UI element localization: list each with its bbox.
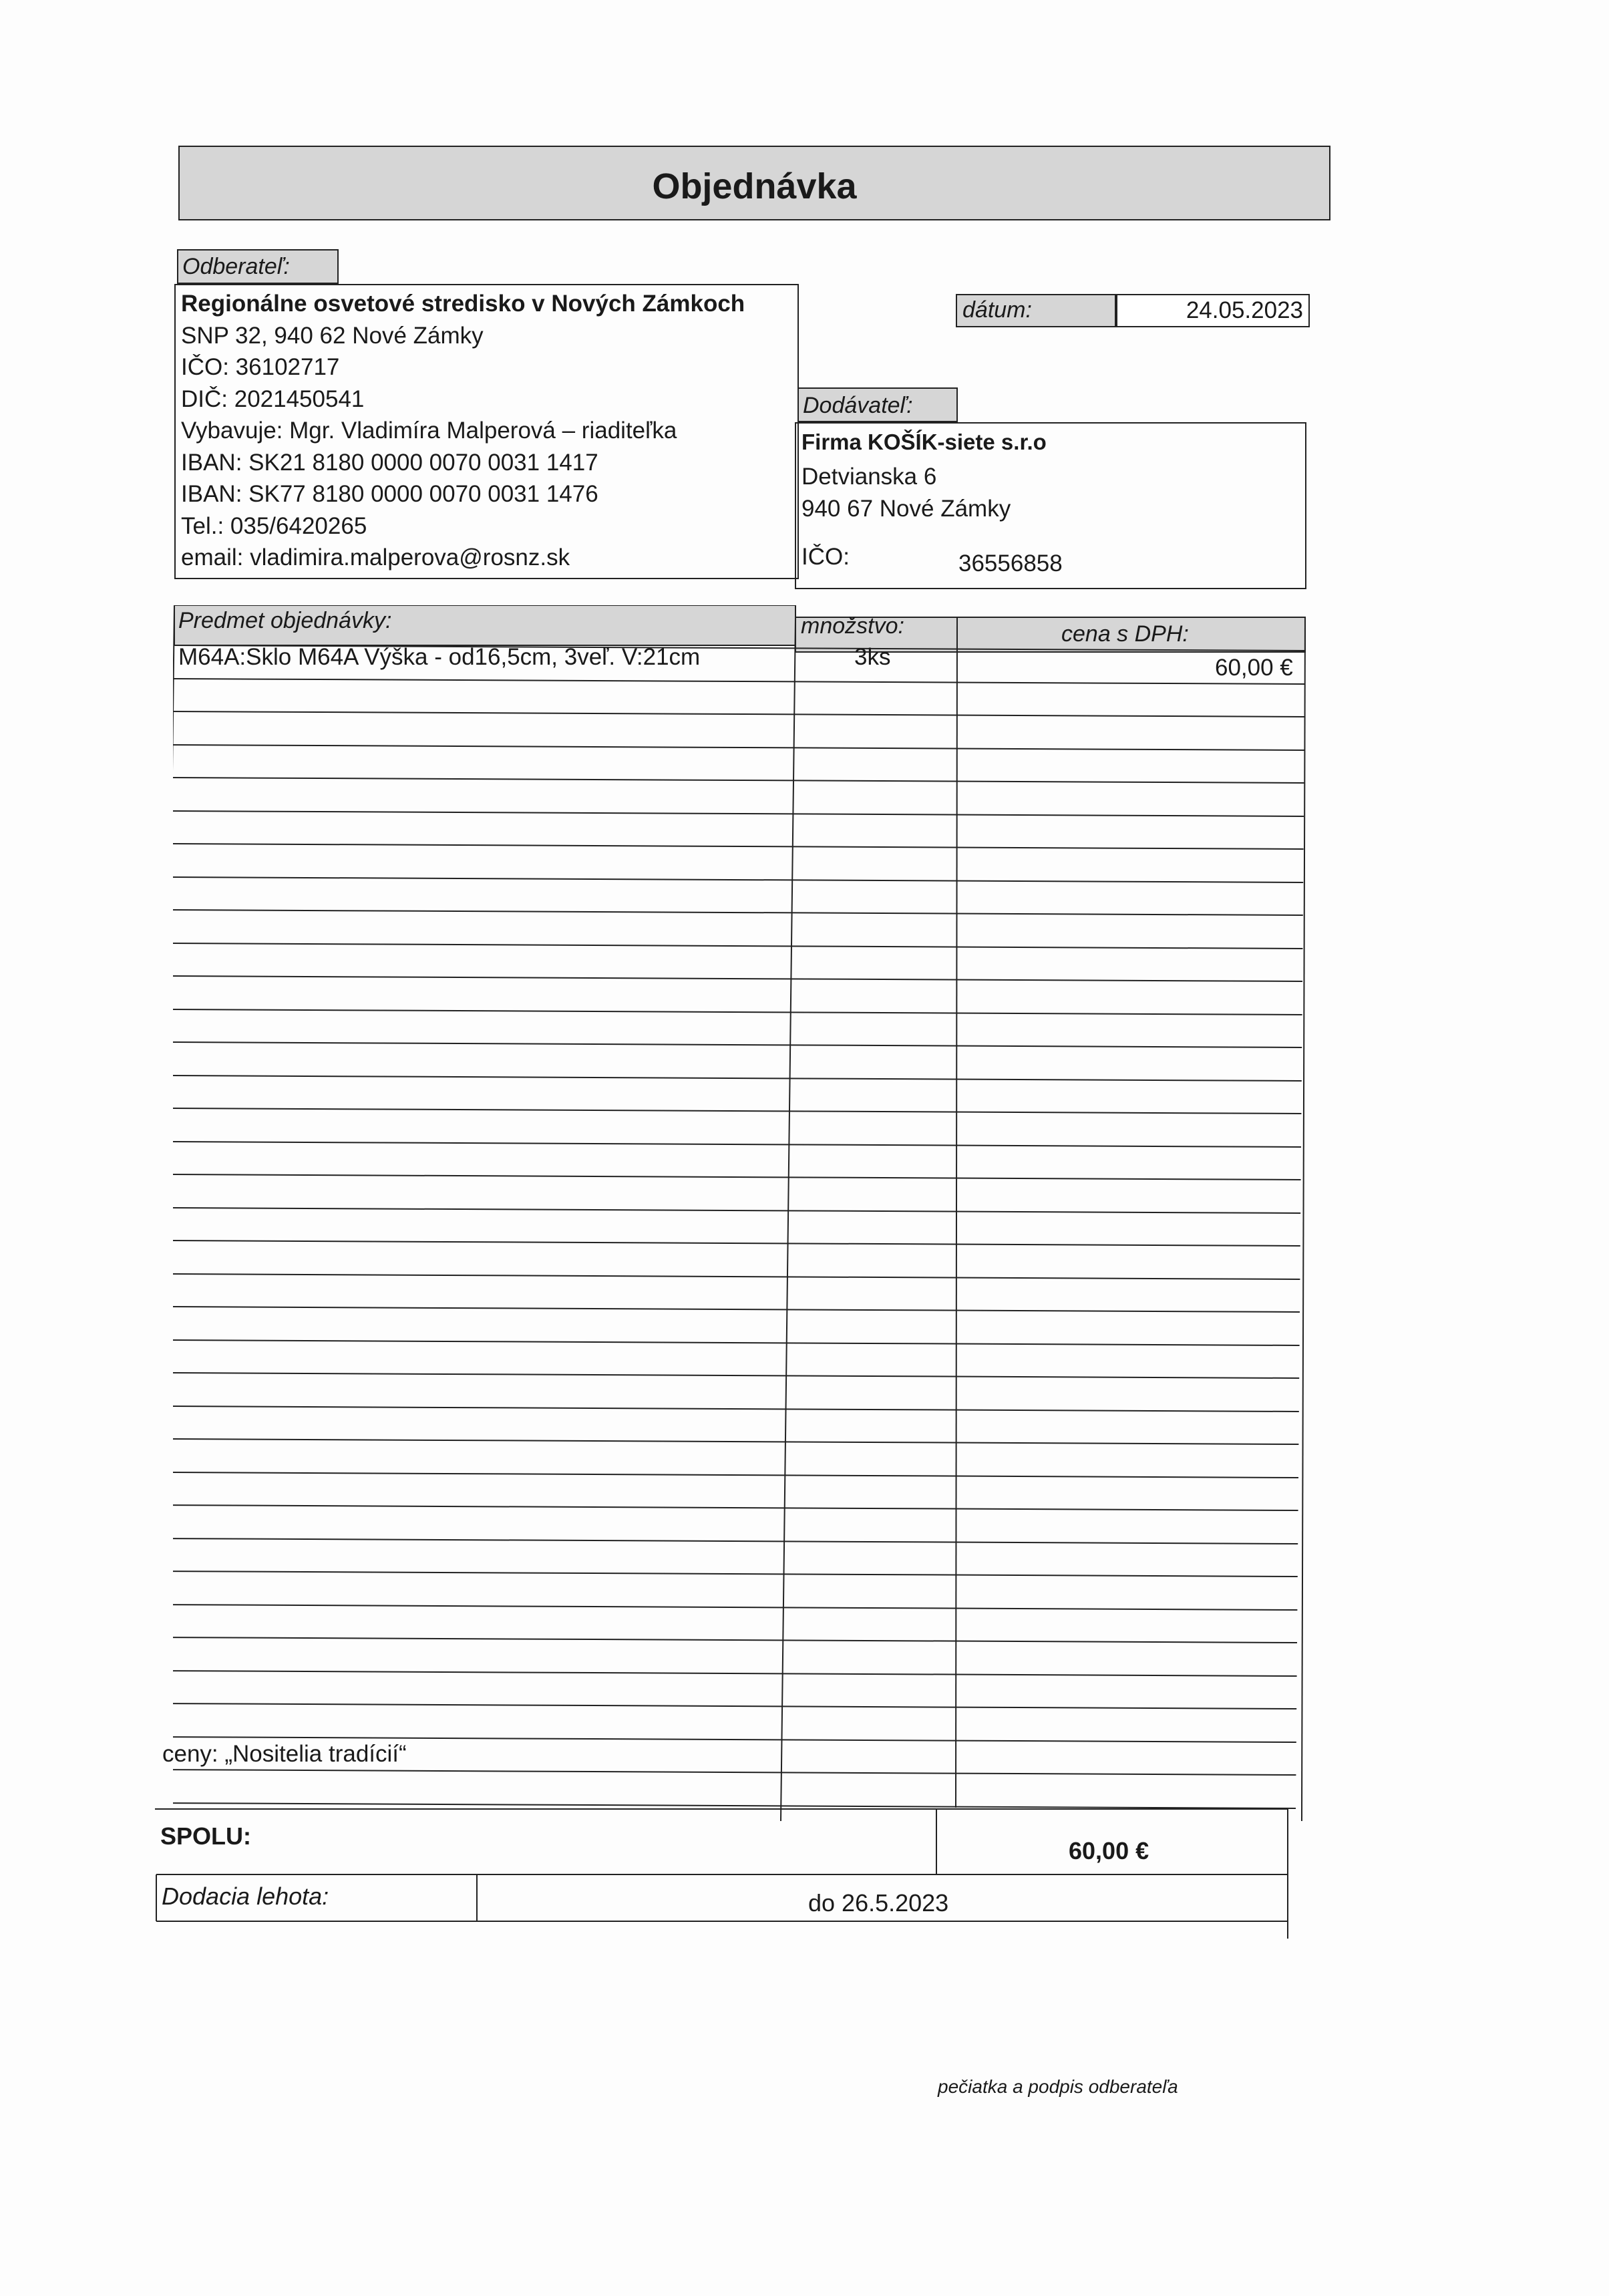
header-price: cena s DPH:	[1061, 621, 1189, 647]
grid-row-line	[173, 877, 1303, 882]
grid-row-line	[173, 1208, 1300, 1213]
buyer-address: SNP 32, 940 62 Nové Zámky	[181, 322, 484, 349]
header-quantity: množstvo:	[801, 613, 904, 639]
items-table-grid	[173, 605, 1306, 1821]
grid-row-line	[173, 976, 1302, 981]
grid-row-line	[173, 1241, 1300, 1246]
grid-row-line	[173, 1142, 1301, 1147]
grid-row-line	[173, 778, 1304, 783]
buyer-label: Odberateľ:	[177, 249, 339, 284]
grid-row-line	[173, 1108, 1301, 1114]
buyer-box	[174, 284, 799, 579]
buyer-dic: DIČ: 2021450541	[181, 385, 365, 412]
grid-row-line	[173, 1340, 1300, 1345]
signature-caption: pečiatka a podpis odberateľa	[938, 2076, 1178, 2097]
page-title: Objednávka	[652, 166, 857, 206]
grid-row-line	[173, 1174, 1301, 1180]
grid-left-border	[173, 605, 174, 1821]
buyer-ico: IČO: 36102717	[181, 354, 340, 380]
grid-row-line	[173, 1505, 1298, 1510]
grid-row-line	[173, 1042, 1302, 1047]
supplier-name: Firma KOŠÍK-siete s.r.o	[801, 430, 1047, 454]
total-value: 60,00 €	[1069, 1837, 1149, 1864]
grid-row-line	[173, 910, 1303, 915]
grid-row-line	[173, 745, 1304, 750]
grid-row-line	[173, 1373, 1299, 1378]
grid-row-line	[174, 711, 1304, 717]
supplier-label: Dodávateľ:	[797, 387, 958, 422]
buyer-name: Regionálne osvetové stredisko v Nových Zámkoch	[181, 291, 745, 317]
row-1-item: M64A:Sklo M64A Výška - od16,5cm, 3veľ. V:21cm	[178, 644, 701, 670]
row-1-quantity: 3ks	[854, 644, 891, 670]
buyer-iban-1: IBAN: SK21 8180 0000 0070 0031 1417	[181, 449, 598, 476]
totals-frame	[154, 1808, 1289, 1941]
delivery-value: do 26.5.2023	[808, 1889, 949, 1917]
items-table	[162, 605, 1306, 1821]
grid-col-divider-2	[956, 617, 957, 1808]
buyer-email: email: vladimira.malperova@rosnz.sk	[181, 544, 570, 570]
total-label: SPOLU:	[160, 1822, 252, 1850]
supplier-ico-value: 36556858	[958, 550, 1063, 577]
grid-row-line	[173, 1076, 1302, 1081]
date-label: dátum:	[956, 294, 1116, 327]
grid-row-line	[173, 1472, 1298, 1478]
grid-row-line	[173, 1637, 1297, 1643]
grid-row-line	[173, 1571, 1298, 1577]
row-1-price: 60,00 €	[1215, 655, 1293, 681]
buyer-phone: Tel.: 035/6420265	[181, 512, 367, 539]
grid-row-line	[173, 1538, 1298, 1544]
supplier-street: Detvianska 6	[801, 464, 937, 490]
delivery-label: Dodacia lehota:	[162, 1882, 329, 1910]
grid-row-line	[173, 1671, 1297, 1676]
grid-row-line	[173, 1274, 1300, 1279]
grid-row-line	[173, 844, 1304, 849]
supplier-city: 940 67 Nové Zámky	[801, 496, 1011, 522]
grid-row-line	[173, 1406, 1299, 1412]
buyer-iban-2: IBAN: SK77 8180 0000 0070 0031 1476	[181, 481, 598, 507]
grid-row-line	[173, 943, 1302, 949]
supplier-ico-label: IČO:	[801, 544, 850, 570]
price-note: ceny: „Nositelia tradícií“	[162, 1741, 407, 1767]
grid-row-line	[173, 1770, 1296, 1775]
buyer-contact: Vybavuje: Mgr. Vladimíra Malperová – riaditeľka	[181, 418, 677, 444]
title-box	[178, 146, 1330, 220]
grid-row-line	[173, 1605, 1297, 1610]
grid-right-border	[1302, 617, 1305, 1821]
grid-row-line	[173, 811, 1304, 816]
grid-row-line	[173, 1439, 1298, 1444]
supplier-box	[795, 422, 1306, 589]
grid-row-line	[173, 1307, 1300, 1312]
grid-row-line	[173, 1009, 1302, 1015]
date-value: 24.05.2023	[1116, 294, 1310, 327]
grid-row-line	[174, 679, 1304, 684]
grid-row-line	[173, 1703, 1296, 1709]
header-item: Predmet objednávky:	[178, 608, 392, 633]
